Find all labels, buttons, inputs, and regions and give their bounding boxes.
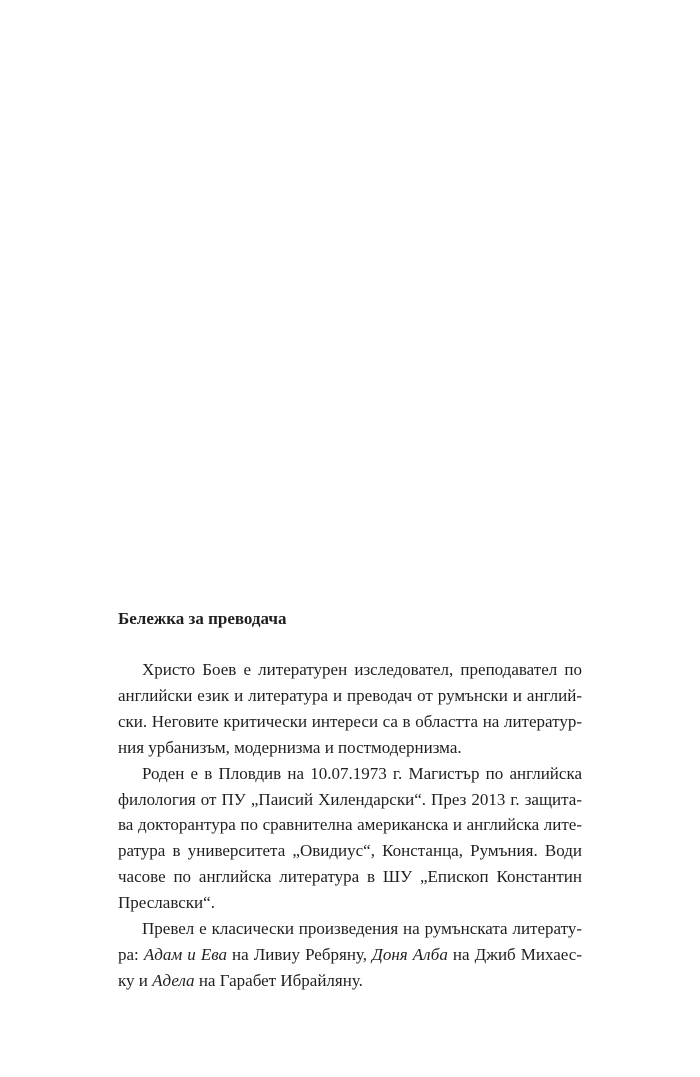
text-segment: ку и	[118, 970, 153, 990]
work-title: Доня Алба	[372, 944, 448, 964]
text-line: английски език и литература и преводач от румънски и англий-	[118, 685, 582, 705]
text-line: ния урбанизъм, модернизма и постмодернизма.	[118, 737, 462, 757]
text-line: Превел е класически произведения на румънската литерату-	[142, 919, 582, 939]
text-line: Христо Боев е литературен изследовател, преподавател по	[142, 660, 582, 679]
paragraph-translations	[118, 916, 582, 994]
text-line: Роден е в Пловдив на 10.07.1973 г. Магистър по английска	[142, 763, 582, 783]
paragraph-education	[118, 761, 582, 916]
text-segment: на Джиб Михаес-	[447, 944, 582, 964]
paragraph-bio	[118, 657, 582, 761]
text-line	[118, 968, 582, 994]
text-line: филология от ПУ „Паисий Хилендарски“. През 2013 г. защита-	[118, 789, 582, 809]
text-line: часове по английска литература в ШУ „Епископ Константин	[118, 867, 582, 887]
work-title: Адела	[152, 970, 195, 990]
text-segment: на Ливиу Ребряну,	[226, 944, 373, 964]
text-line: ратура в университета „Овидиус“, Констанца, Румъния. Води	[118, 841, 582, 861]
text-segment: ра	[118, 944, 135, 964]
note-title: Бележка за преводача	[118, 609, 287, 628]
text-line: ва докторантура по сравнителна американска и английска лите-	[118, 815, 582, 835]
text-line: ски. Неговите критически интереси са в областта на литератур-	[118, 711, 582, 731]
text-segment: на Гарабет Ибрайляну.	[194, 970, 363, 990]
translator-note	[118, 606, 582, 994]
text-segment: :	[134, 944, 144, 964]
text-line	[118, 942, 582, 968]
work-title: Адам и Ева	[143, 944, 227, 964]
text-line: Преславски“.	[118, 893, 215, 913]
